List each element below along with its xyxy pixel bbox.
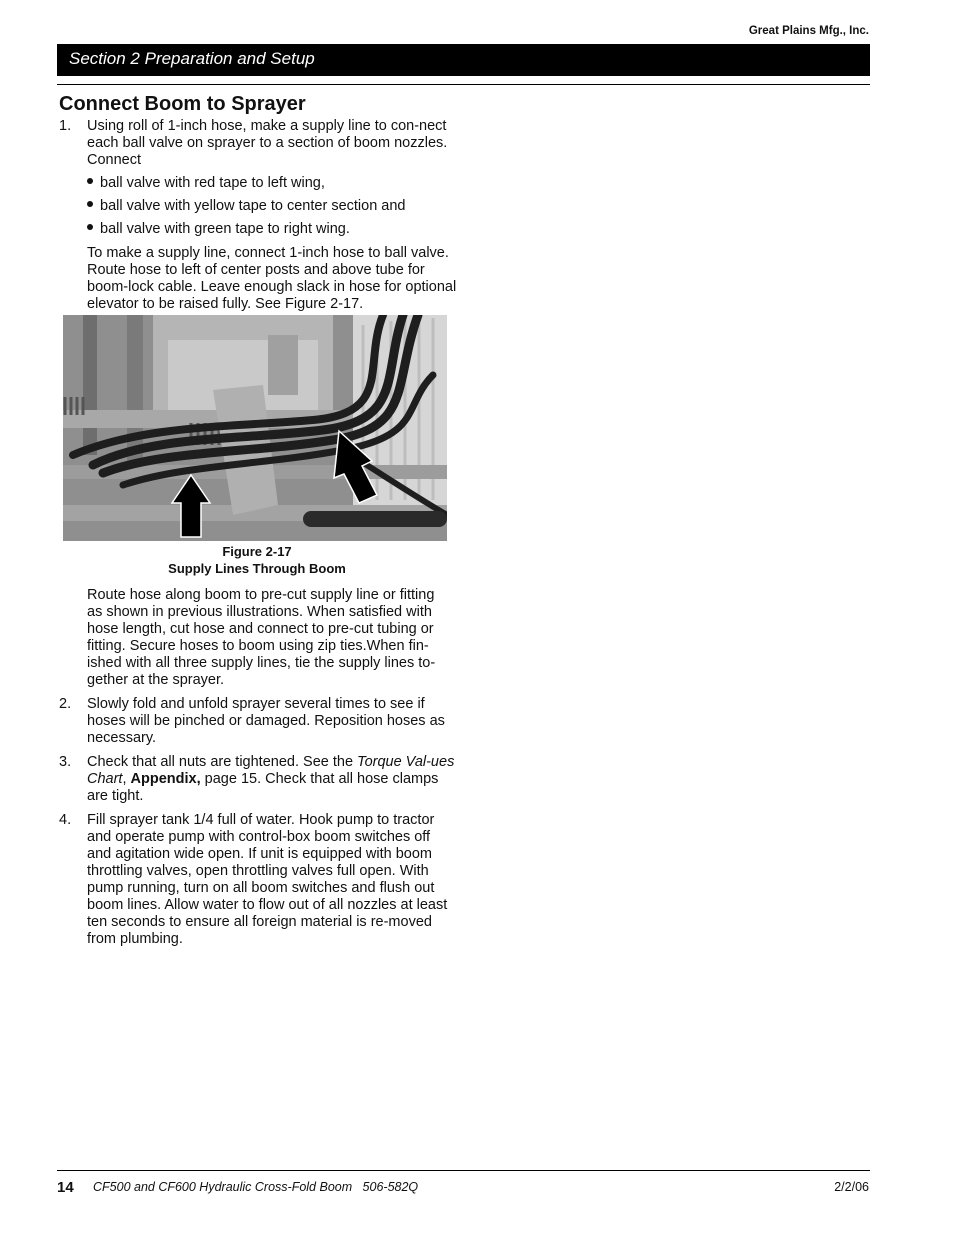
section-bar [57,44,870,76]
figure-photo [63,315,447,541]
appendix-reference: Appendix, [130,771,201,787]
step-number: 3. [59,754,72,770]
step-2-text: Slowly fold and unfold sprayer several times to see if hoses will be pinched or damaged. Reposition hoses as necessary. [87,696,445,746]
bullet-icon [87,224,93,230]
company-name: Great Plains Mfg., Inc. [748,25,869,37]
step-4-text: Fill sprayer tank 1/4 full of water. Hook pump to tractor and operate pump with control-box boom switches off and agitation wide open. If unit is equipped with boom throttling valves, open throttling valves full open. With pump running, turn on all boom switches and flush out boom lines. Allow water to flow out of all nozzles at least ten seconds to ensure all foreign material is re-moved from plumbing. [87,812,448,947]
figure-title: Supply Lines Through Boom [168,561,346,576]
document-date: 2/2/06 [834,1180,869,1194]
step-1-intro: Using roll of 1-inch hose, make a supply line to con-nect each ball valve on sprayer to a section of boom nozzles. Connect [87,118,448,168]
figure-number: Figure 2-17 [222,544,292,559]
document-title: CF500 and CF600 Hydraulic Cross-Fold Boom 506-582Q [93,1180,419,1194]
bullet-item: ball valve with red tape to left wing, [100,175,325,191]
step-number: 1. [59,118,72,134]
bullet-item: ball valve with yellow tape to center section and [100,198,406,214]
step-number: 2. [59,696,72,712]
section-title: Section 2 Preparation and Setup [69,49,315,68]
bullet-item: ball valve with green tape to right wing. [100,221,350,237]
supply-lines-photo [63,315,447,541]
torque-chart-reference: Torque Val-ues Chart [87,754,455,787]
bullet-icon [87,201,93,207]
step-1-paragraph: Route hose along boom to pre-cut supply line or fitting as shown in previous illustrations. When satisfied with hose length, cut hose and connect to pre-cut tubing or fitting. Secure hoses to boom using zip ties.When fin-ished with all three supply lines, tie the supply lines to-gether at the sprayer. [87,587,436,688]
bullet-icon [87,178,93,184]
header-rule [57,84,870,85]
step-1-paragraph: To make a supply line, connect 1-inch hose to ball valve. Route hose to left of center posts and above tube for boom-lock cable. Leave enough slack in hose for optional elevator to be raised fully. See Figure 2-17. [87,245,457,312]
step-3-text-c: page 15. Check that all hose clamps are tight. [87,771,439,804]
footer-rule [57,1170,870,1171]
step-3-text-b: , [122,771,131,787]
page-heading: Connect Boom to Sprayer [59,93,306,115]
step-3-text-a: Check that all nuts are tightened. See the [87,754,358,770]
step-3-text [87,754,459,805]
page-number: 14 [57,1179,74,1196]
step-number: 4. [59,812,72,828]
